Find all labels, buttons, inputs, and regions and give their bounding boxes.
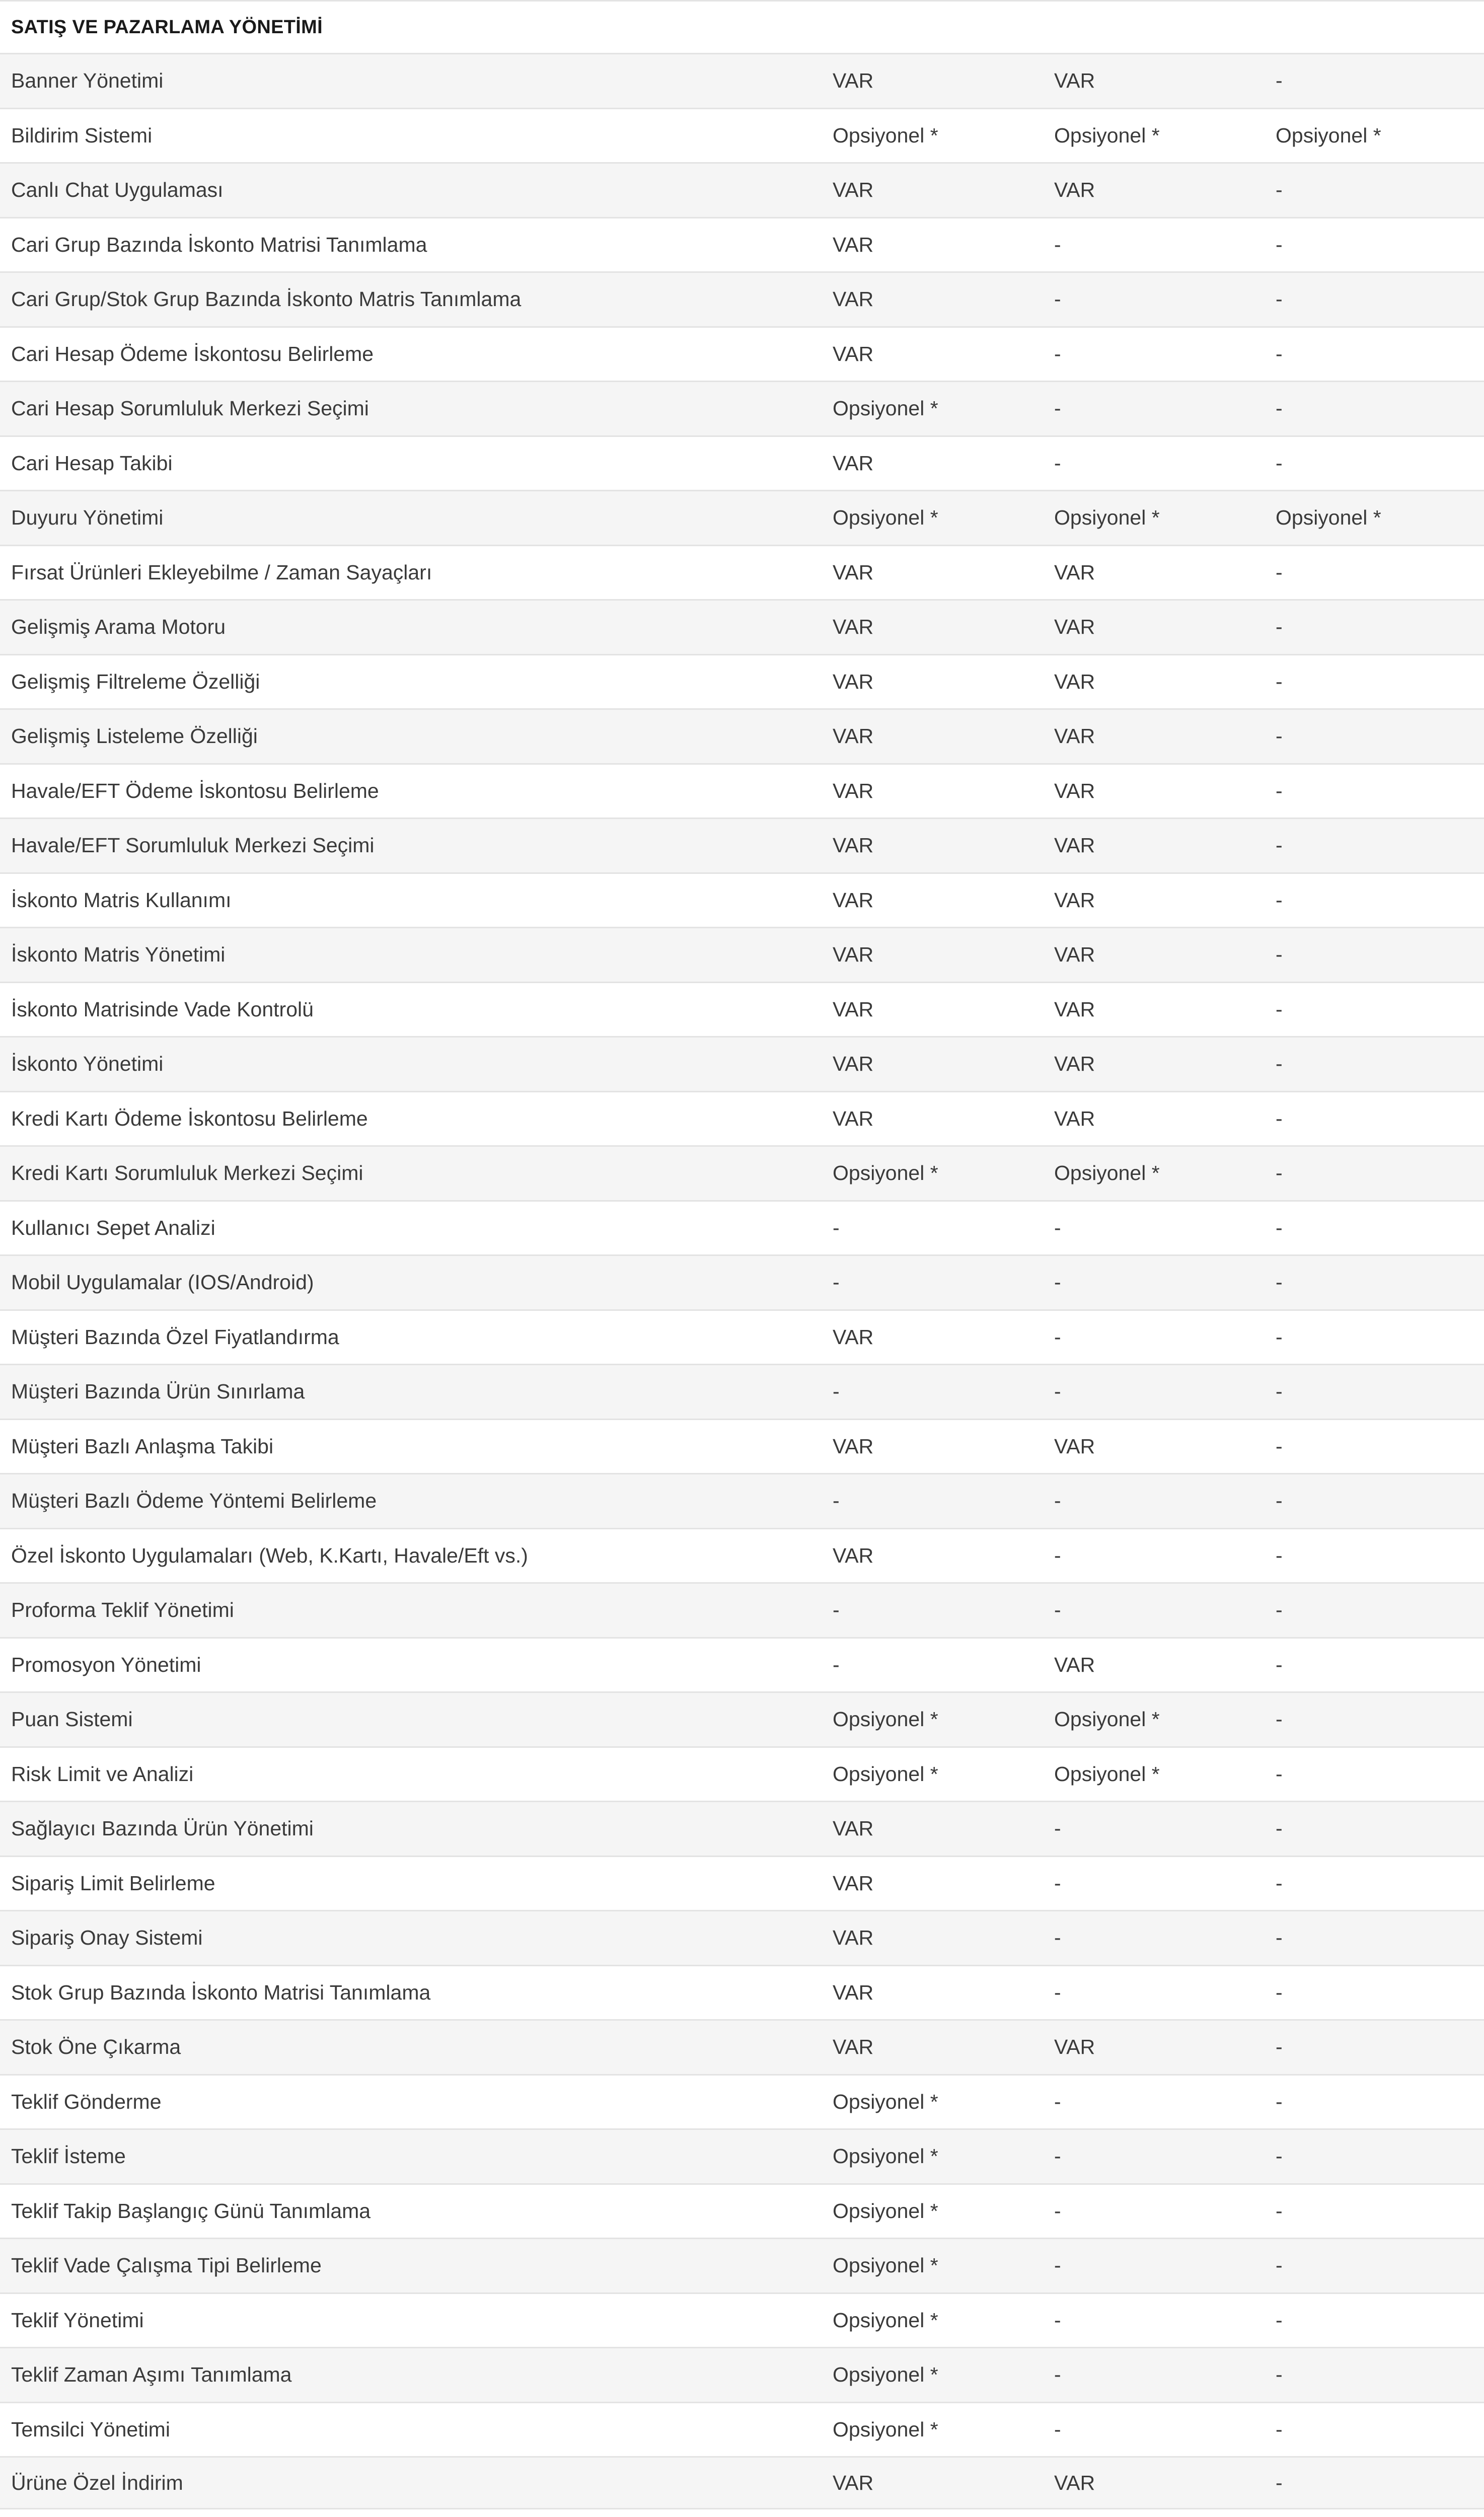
plan-2-value: VAR — [1054, 1434, 1095, 1458]
table-row — [0, 1857, 1484, 1912]
plan-1-value: VAR — [833, 779, 874, 802]
table-row — [0, 765, 1484, 820]
table-row — [0, 928, 1484, 983]
plan-1-value: Opsiyonel * — [833, 1161, 938, 1185]
table-row — [0, 1311, 1484, 1366]
plan-2-value: Opsiyonel * — [1054, 1708, 1160, 1731]
plan-2-value: VAR — [1054, 1653, 1095, 1676]
plan-3-value: - — [1276, 1980, 1283, 2004]
plan-2-value: - — [1054, 1271, 1061, 1294]
table-row — [0, 655, 1484, 710]
plan-2-value: - — [1054, 2090, 1061, 2113]
plan-1-value: VAR — [833, 1980, 874, 2004]
feature-name: İskonto Matris Yönetimi — [11, 943, 226, 967]
feature-name: Cari Hesap Takibi — [11, 451, 173, 475]
plan-3-value: - — [1276, 2144, 1283, 2168]
table-row — [0, 2509, 1484, 2517]
feature-name: Teklif Takip Başlangıç Günü Tanımlama — [11, 2199, 371, 2223]
plan-1-value: VAR — [833, 1434, 874, 1458]
plan-1-value: VAR — [833, 1871, 874, 1895]
plan-3-value: - — [1276, 1325, 1283, 1349]
table-row — [0, 1256, 1484, 1311]
plan-1-value: - — [833, 1653, 840, 1676]
plan-3-value: - — [1276, 1598, 1283, 1622]
table-row — [0, 2239, 1484, 2294]
feature-name: Müşteri Bazlı Ödeme Yöntemi Belirleme — [11, 1489, 377, 1513]
plan-1-value: Opsiyonel * — [833, 506, 938, 530]
plan-1-value: VAR — [833, 1817, 874, 1840]
table-row — [0, 1147, 1484, 1202]
feature-name: Cari Grup Bazında İskonto Matrisi Tanımlama — [11, 233, 427, 256]
plan-3-value: Opsiyonel * — [1276, 506, 1381, 530]
table-row — [0, 109, 1484, 164]
plan-2-value: - — [1054, 1380, 1061, 1403]
feature-name: Gelişmiş Arama Motoru — [11, 615, 226, 639]
plan-2-value: VAR — [1054, 670, 1095, 693]
plan-3-value: - — [1276, 670, 1283, 693]
plan-1-value: - — [833, 1216, 840, 1239]
plan-3-value: - — [1276, 615, 1283, 639]
plan-2-value: VAR — [1054, 997, 1095, 1021]
plan-2-value: VAR — [1054, 779, 1095, 802]
plan-1-value: Opsiyonel * — [833, 2254, 938, 2277]
plan-1-value: VAR — [833, 560, 874, 584]
plan-2-value: VAR — [1054, 2471, 1095, 2494]
plan-3-value: - — [1276, 724, 1283, 748]
plan-2-value: - — [1054, 2308, 1061, 2332]
feature-name: Temsilci Yönetimi — [11, 2417, 170, 2441]
table-row — [0, 164, 1484, 218]
feature-name: Fırsat Ürünleri Ekleyebilme / Zaman Sayaçları — [11, 560, 432, 584]
feature-name: Kredi Kartı Sorumluluk Merkezi Seçimi — [11, 1161, 363, 1185]
plan-1-value: VAR — [833, 670, 874, 693]
feature-name: Cari Grup/Stok Grup Bazında İskonto Matris Tanımlama — [11, 287, 522, 311]
plan-3-value: - — [1276, 1817, 1283, 1840]
table-row — [0, 491, 1484, 546]
plan-3-value: - — [1276, 997, 1283, 1021]
plan-3-value: - — [1276, 1762, 1283, 1786]
plan-2-value: VAR — [1054, 178, 1095, 202]
table-row — [0, 1584, 1484, 1639]
plan-1-value: Opsiyonel * — [833, 2363, 938, 2387]
plan-3-value: - — [1276, 834, 1283, 857]
plan-2-value: VAR — [1054, 615, 1095, 639]
plan-2-value: - — [1054, 1543, 1061, 1567]
plan-3-value: - — [1276, 560, 1283, 584]
table-row — [0, 1911, 1484, 1966]
table-row — [0, 437, 1484, 492]
table-row — [0, 1474, 1484, 1529]
table-row — [0, 1365, 1484, 1420]
plan-1-value: Opsiyonel * — [833, 2199, 938, 2223]
table-row — [0, 328, 1484, 383]
table-row — [0, 819, 1484, 874]
feature-name: Ürüne Özel İndirim — [11, 2471, 183, 2494]
table-row — [0, 1420, 1484, 1475]
plan-2-value: - — [1054, 287, 1061, 311]
plan-3-value: - — [1276, 69, 1283, 93]
table-row — [0, 1038, 1484, 1092]
feature-name: Özel İskonto Uygulamaları (Web, K.Kartı, Havale/Eft vs.) — [11, 1543, 528, 1567]
plan-2-value: - — [1054, 1980, 1061, 2004]
feature-name: Duyuru Yönetimi — [11, 506, 164, 530]
table-row — [0, 2403, 1484, 2458]
feature-name: Cari Hesap Ödeme İskontosu Belirleme — [11, 342, 374, 365]
plan-1-value: VAR — [833, 451, 874, 475]
plan-3-value: - — [1276, 1489, 1283, 1513]
feature-name: Stok Grup Bazında İskonto Matrisi Tanımlama — [11, 1980, 431, 2004]
feature-name: Havale/EFT Ödeme İskontosu Belirleme — [11, 779, 379, 802]
plan-2-value: - — [1054, 451, 1061, 475]
table-row — [0, 710, 1484, 765]
plan-2-value: - — [1054, 1817, 1061, 1840]
table-row — [0, 2076, 1484, 2130]
plan-3-value: - — [1276, 2471, 1283, 2494]
section-header — [0, 2, 1484, 54]
feature-name: Puan Sistemi — [11, 1708, 133, 1731]
plan-3-value: - — [1276, 2417, 1283, 2441]
table-row — [0, 546, 1484, 601]
plan-2-value: - — [1054, 342, 1061, 365]
plan-3-value: - — [1276, 1926, 1283, 1950]
plan-1-value: VAR — [833, 943, 874, 967]
feature-name: Gelişmiş Listeleme Özelliği — [11, 724, 258, 748]
table-row — [0, 1966, 1484, 2021]
plan-3-value: - — [1276, 1434, 1283, 1458]
plan-1-value: VAR — [833, 997, 874, 1021]
plan-1-value: VAR — [833, 233, 874, 256]
feature-name: Teklif Vade Çalışma Tipi Belirleme — [11, 2254, 322, 2277]
table-row — [0, 2348, 1484, 2403]
plan-3-value: - — [1276, 342, 1283, 365]
plan-2-value: VAR — [1054, 560, 1095, 584]
plan-1-value: Opsiyonel * — [833, 2144, 938, 2168]
feature-name: İskonto Matris Kullanımı — [11, 888, 232, 912]
plan-2-value: - — [1054, 1598, 1061, 1622]
plan-2-value: - — [1054, 2199, 1061, 2223]
plan-3-value: - — [1276, 451, 1283, 475]
table-row — [0, 1748, 1484, 1803]
feature-name: İskonto Yönetimi — [11, 1052, 164, 1076]
plan-2-value: VAR — [1054, 1106, 1095, 1130]
plan-3-value: - — [1276, 2199, 1283, 2223]
feature-name: Promosyon Yönetimi — [11, 1653, 201, 1676]
plan-3-value: - — [1276, 233, 1283, 256]
feature-name: Stok Öne Çıkarma — [11, 2035, 181, 2059]
table-body — [0, 54, 1484, 2517]
plan-1-value: VAR — [833, 834, 874, 857]
plan-2-value: - — [1054, 2144, 1061, 2168]
plan-1-value: Opsiyonel * — [833, 1708, 938, 1731]
table-row — [0, 983, 1484, 1038]
plan-2-value: - — [1054, 1489, 1061, 1513]
table-row — [0, 54, 1484, 109]
plan-1-value: VAR — [833, 2035, 874, 2059]
plan-1-value: VAR — [833, 888, 874, 912]
table-row — [0, 1529, 1484, 1584]
plan-3-value: - — [1276, 1216, 1283, 1239]
table-row — [0, 1202, 1484, 1256]
feature-name: Sağlayıcı Bazında Ürün Yönetimi — [11, 1817, 314, 1840]
plan-2-value: VAR — [1054, 888, 1095, 912]
plan-3-value: - — [1276, 943, 1283, 967]
table-row — [0, 1802, 1484, 1857]
plan-3-value: - — [1276, 397, 1283, 420]
feature-name: Proforma Teklif Yönetimi — [11, 1598, 234, 1622]
plan-3-value: - — [1276, 1380, 1283, 1403]
plan-1-value: Opsiyonel * — [833, 397, 938, 420]
plan-1-value: VAR — [833, 69, 874, 93]
plan-1-value: Opsiyonel * — [833, 2417, 938, 2441]
plan-2-value: VAR — [1054, 724, 1095, 748]
table-row — [0, 2458, 1484, 2509]
table-row — [0, 273, 1484, 328]
plan-1-value: - — [833, 1489, 840, 1513]
plan-1-value: VAR — [833, 1325, 874, 1349]
plan-1-value: Opsiyonel * — [833, 1762, 938, 1786]
plan-3-value: Opsiyonel * — [1276, 123, 1381, 147]
table-row — [0, 2130, 1484, 2185]
feature-name: Risk Limit ve Analizi — [11, 1762, 194, 1786]
plan-2-value: Opsiyonel * — [1054, 506, 1160, 530]
feature-name: Teklif Yönetimi — [11, 2308, 144, 2332]
section-title: SATIŞ VE PAZARLAMA YÖNETİMİ — [11, 16, 323, 38]
plan-1-value: VAR — [833, 1543, 874, 1567]
plan-3-value: - — [1276, 1653, 1283, 1676]
feature-name: Müşteri Bazında Özel Fiyatlandırma — [11, 1325, 339, 1349]
feature-name: Teklif Gönderme — [11, 2090, 162, 2113]
plan-3-value: - — [1276, 1543, 1283, 1567]
plan-2-value: VAR — [1054, 1052, 1095, 1076]
feature-name: Sipariş Onay Sistemi — [11, 1926, 203, 1950]
table-row — [0, 1639, 1484, 1693]
plan-2-value: - — [1054, 233, 1061, 256]
feature-name: Bildirim Sistemi — [11, 123, 153, 147]
plan-1-value: VAR — [833, 724, 874, 748]
plan-2-value: - — [1054, 1871, 1061, 1895]
feature-name: Mobil Uygulamalar (IOS/Android) — [11, 1271, 314, 1294]
feature-name: Havale/EFT Sorumluluk Merkezi Seçimi — [11, 834, 375, 857]
plan-1-value: VAR — [833, 1106, 874, 1130]
feature-name: Sipariş Limit Belirleme — [11, 1871, 215, 1895]
feature-name: Banner Yönetimi — [11, 69, 164, 93]
plan-1-value: VAR — [833, 2471, 874, 2494]
plan-2-value: - — [1054, 1216, 1061, 1239]
plan-3-value: - — [1276, 2090, 1283, 2113]
plan-2-value: VAR — [1054, 69, 1095, 93]
plan-3-value: - — [1276, 2254, 1283, 2277]
plan-3-value: - — [1276, 1271, 1283, 1294]
plan-1-value: Opsiyonel * — [833, 123, 938, 147]
plan-3-value: - — [1276, 1871, 1283, 1895]
plan-2-value: VAR — [1054, 834, 1095, 857]
table-row — [0, 1693, 1484, 1748]
plan-1-value: Opsiyonel * — [833, 2308, 938, 2332]
plan-3-value: - — [1276, 2363, 1283, 2387]
table-row — [0, 874, 1484, 929]
plan-1-value: VAR — [833, 342, 874, 365]
feature-name: Müşteri Bazlı Anlaşma Takibi — [11, 1434, 274, 1458]
plan-1-value: VAR — [833, 178, 874, 202]
table-row — [0, 2021, 1484, 2076]
plan-2-value: - — [1054, 1926, 1061, 1950]
plan-3-value: - — [1276, 1106, 1283, 1130]
plan-2-value: Opsiyonel * — [1054, 123, 1160, 147]
feature-name: Canlı Chat Uygulaması — [11, 178, 224, 202]
plan-3-value: - — [1276, 1052, 1283, 1076]
plan-3-value: - — [1276, 287, 1283, 311]
plan-3-value: - — [1276, 1161, 1283, 1185]
feature-name: Teklif Zaman Aşımı Tanımlama — [11, 2363, 292, 2387]
plan-1-value: VAR — [833, 1926, 874, 1950]
feature-name: Cari Hesap Sorumluluk Merkezi Seçimi — [11, 397, 369, 420]
plan-1-value: VAR — [833, 615, 874, 639]
plan-1-value: VAR — [833, 1052, 874, 1076]
plan-1-value: - — [833, 1271, 840, 1294]
plan-2-value: VAR — [1054, 943, 1095, 967]
plan-2-value: - — [1054, 2254, 1061, 2277]
plan-3-value: - — [1276, 178, 1283, 202]
plan-3-value: - — [1276, 2035, 1283, 2059]
feature-name: Kullanıcı Sepet Analizi — [11, 1216, 215, 1239]
plan-3-value: - — [1276, 779, 1283, 802]
table-row — [0, 2294, 1484, 2349]
feature-name: Teklif İsteme — [11, 2144, 126, 2168]
feature-name: Gelişmiş Filtreleme Özelliği — [11, 670, 260, 693]
feature-name: Kredi Kartı Ödeme İskontosu Belirleme — [11, 1106, 368, 1130]
plan-2-value: - — [1054, 2363, 1061, 2387]
table-row — [0, 218, 1484, 273]
plan-2-value: Opsiyonel * — [1054, 1161, 1160, 1185]
table-row — [0, 601, 1484, 655]
table-row — [0, 382, 1484, 437]
plan-2-value: - — [1054, 2417, 1061, 2441]
plan-2-value: Opsiyonel * — [1054, 1762, 1160, 1786]
plan-1-value: VAR — [833, 287, 874, 311]
plan-1-value: Opsiyonel * — [833, 2090, 938, 2113]
plan-1-value: - — [833, 1380, 840, 1403]
plan-2-value: - — [1054, 397, 1061, 420]
plan-3-value: - — [1276, 1708, 1283, 1731]
plan-2-value: - — [1054, 1325, 1061, 1349]
plan-3-value: - — [1276, 2308, 1283, 2332]
table-row — [0, 1092, 1484, 1147]
table-row — [0, 2185, 1484, 2240]
plan-1-value: - — [833, 1598, 840, 1622]
feature-name: Müşteri Bazında Ürün Sınırlama — [11, 1380, 305, 1403]
plan-3-value: - — [1276, 888, 1283, 912]
feature-name: İskonto Matrisinde Vade Kontrolü — [11, 997, 314, 1021]
plan-2-value: VAR — [1054, 2035, 1095, 2059]
